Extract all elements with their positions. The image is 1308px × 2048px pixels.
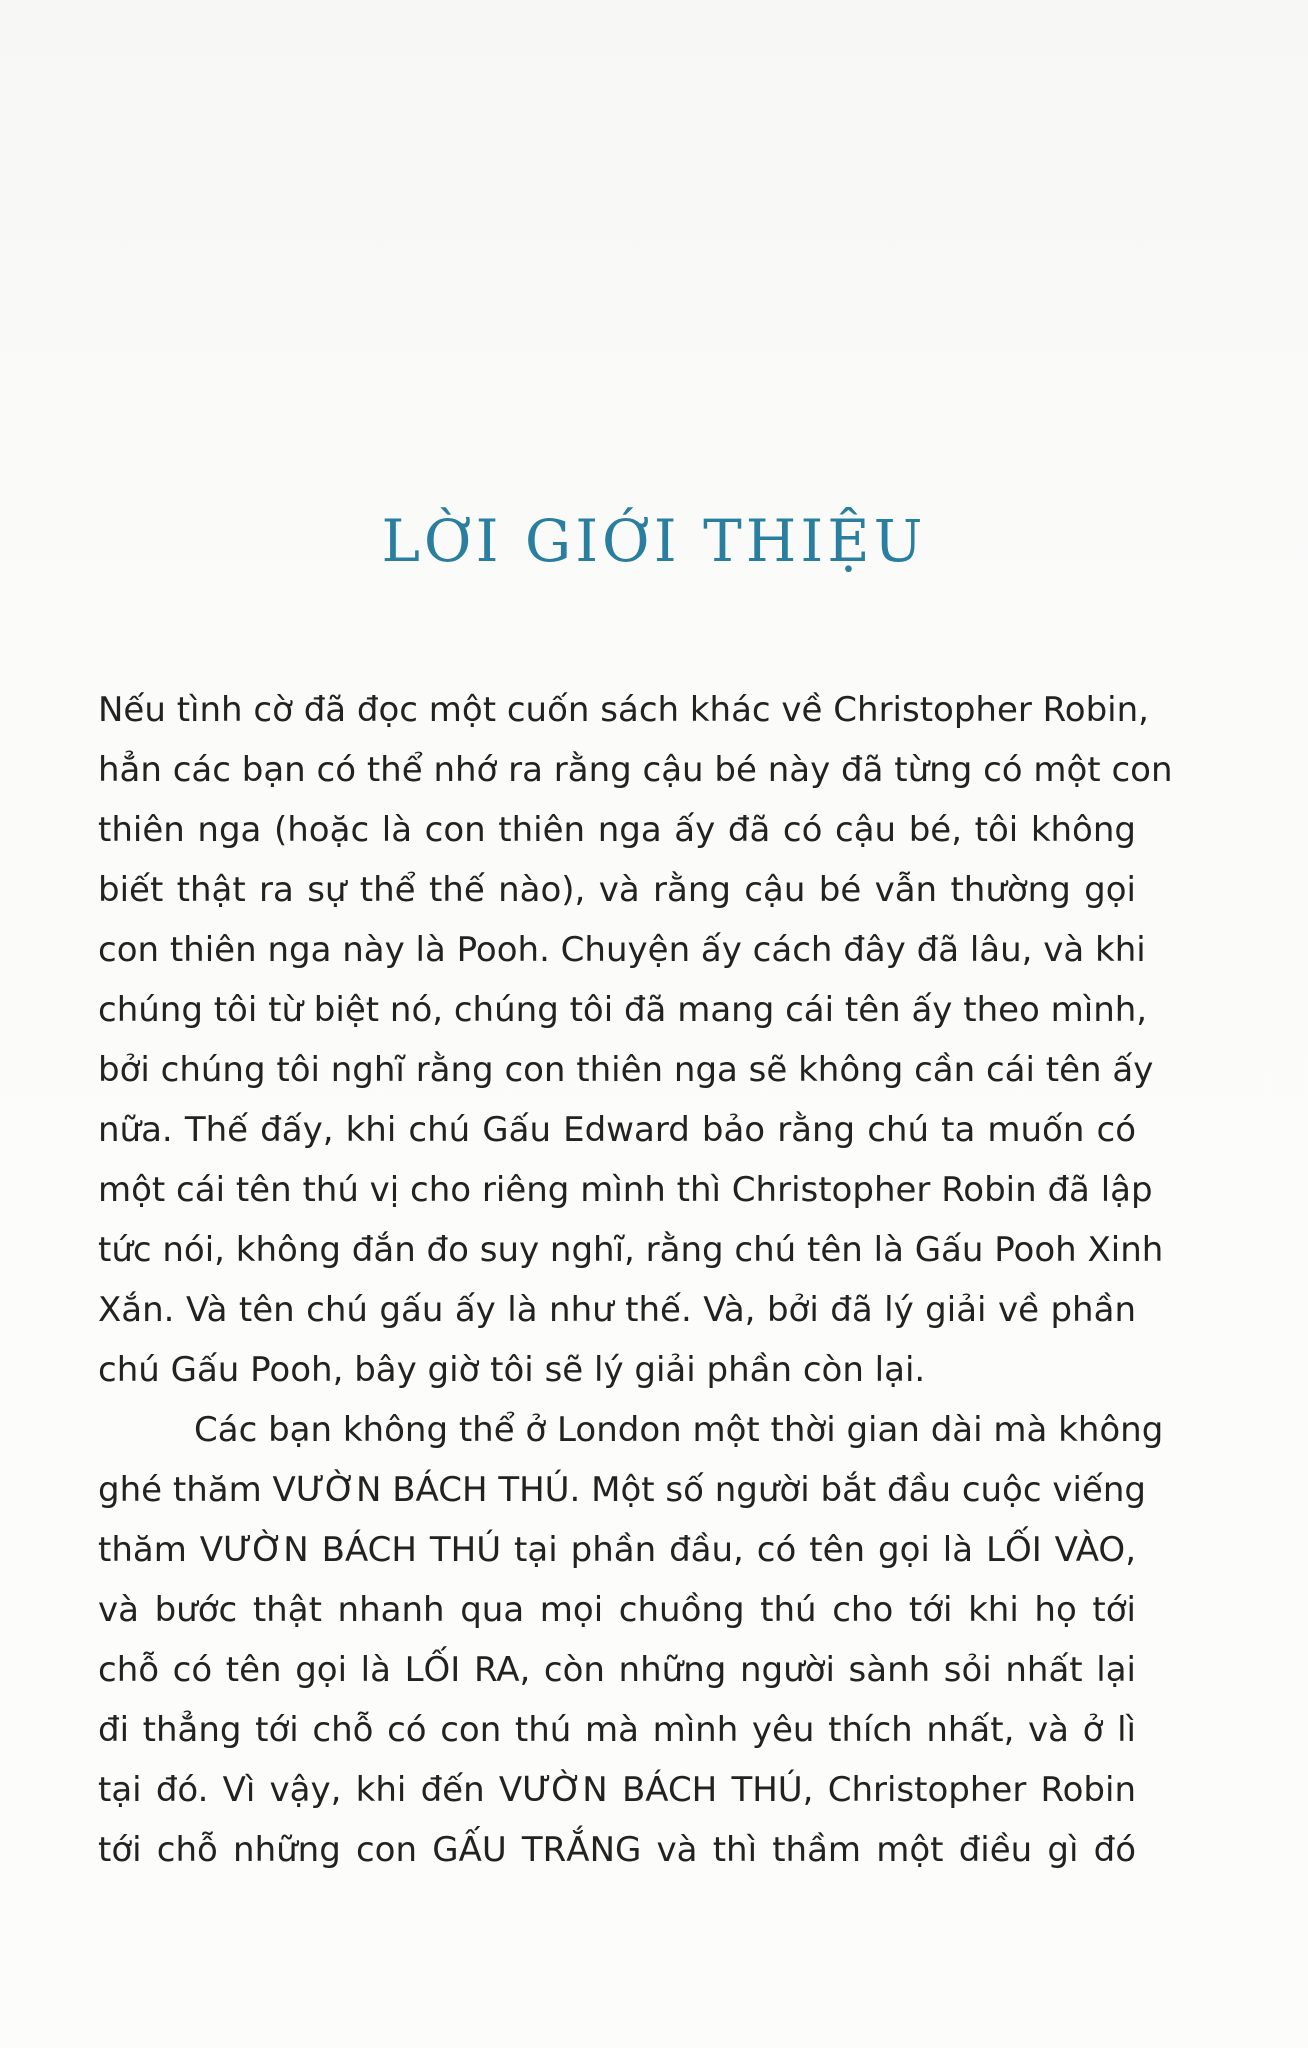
body-text (98, 680, 1173, 1880)
text-line: thiên nga (hoặc là con thiên nga ấy đã có cậu bé, tôi không (98, 810, 1136, 850)
text-line: chú Gấu Pooh, bây giờ tôi sẽ lý giải phần còn lại. (98, 1350, 926, 1390)
text-line: Xắn. Và tên chú gấu ấy là như thế. Và, bởi đã lý giải về phần (98, 1290, 1136, 1330)
text-line: ghé thăm VƯỜN BÁCH THÚ. Một số người bắt đầu cuộc viếng (98, 1470, 1146, 1510)
text-line: Các bạn không thể ở London một thời gian dài mà không (194, 1410, 1164, 1450)
text-line: và bước thật nhanh qua mọi chuồng thú cho tới khi họ tới (98, 1590, 1136, 1630)
page-title: LỜI GIỚI THIỆU (381, 507, 927, 575)
text-line: một cái tên thú vị cho riêng mình thì Christopher Robin đã lập (98, 1170, 1153, 1210)
text-line: tại đó. Vì vậy, khi đến VƯỜN BÁCH THÚ, Christopher Robin (98, 1770, 1136, 1810)
text-line: nữa. Thế đấy, khi chú Gấu Edward bảo rằng chú ta muốn có (98, 1110, 1136, 1150)
text-line: chúng tôi từ biệt nó, chúng tôi đã mang cái tên ấy theo mình, (98, 990, 1148, 1030)
text-line: biết thật ra sự thể thế nào), và rằng cậu bé vẫn thường gọi (98, 870, 1136, 910)
text-line: bởi chúng tôi nghĩ rằng con thiên nga sẽ không cần cái tên ấy (98, 1050, 1154, 1090)
text-line: đi thẳng tới chỗ có con thú mà mình yêu thích nhất, và ở lì (98, 1710, 1136, 1750)
text-line: Nếu tình cờ đã đọc một cuốn sách khác về Christopher Robin, (98, 690, 1149, 730)
text-line: tức nói, không đắn đo suy nghĩ, rằng chú tên là Gấu Pooh Xinh (98, 1230, 1164, 1270)
text-line: thăm VƯỜN BÁCH THÚ tại phần đầu, có tên gọi là LỐI VÀO, (98, 1530, 1136, 1570)
text-line: con thiên nga này là Pooh. Chuyện ấy cách đây đã lâu, và khi (98, 930, 1146, 970)
text-line: chỗ có tên gọi là LỐI RA, còn những người sành sỏi nhất lại (98, 1650, 1136, 1690)
text-line: hẳn các bạn có thể nhớ ra rằng cậu bé này đã từng có một con (98, 750, 1173, 790)
text-line: tới chỗ những con GẤU TRẮNG và thì thầm một điều gì đó (98, 1830, 1136, 1870)
